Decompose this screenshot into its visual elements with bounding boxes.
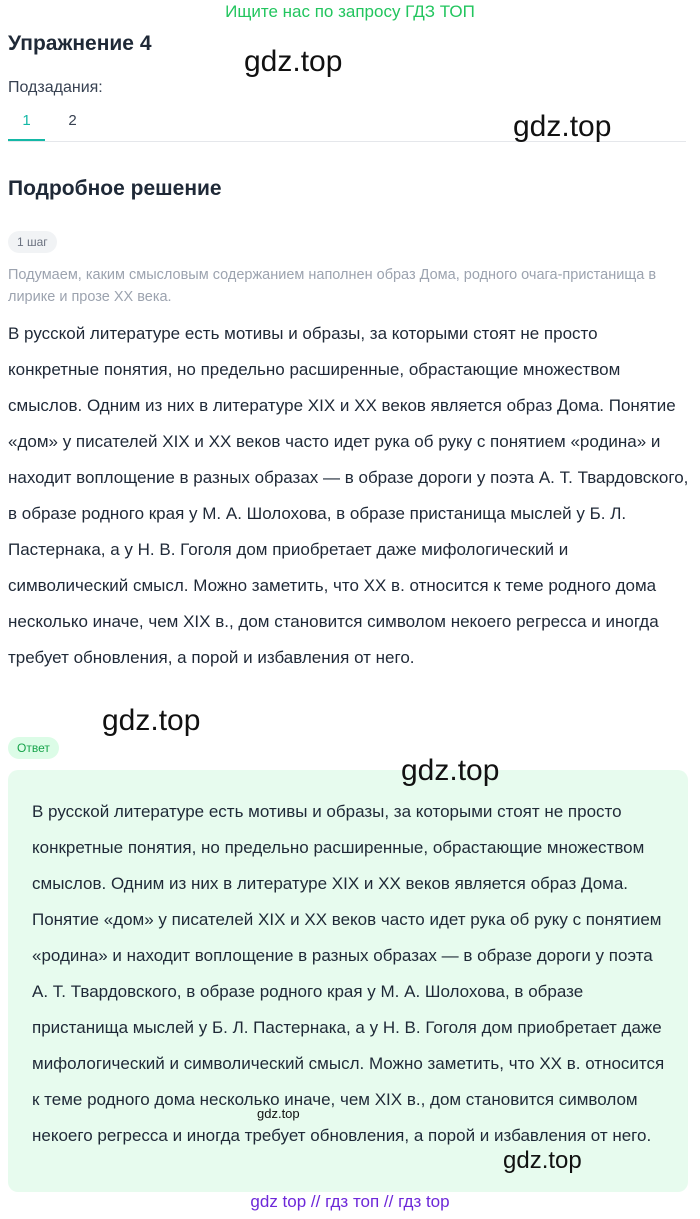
section-title: Подробное решение <box>8 177 222 200</box>
watermark: gdz.top <box>513 110 612 143</box>
page-title: Упражнение 4 <box>8 32 152 55</box>
search-banner: Ищите нас по запросу ГДЗ ТОП <box>225 2 475 21</box>
answer-badge: Ответ <box>8 737 59 759</box>
watermark: gdz.top <box>102 704 201 737</box>
watermark: gdz.top <box>257 1106 300 1121</box>
footer-text: gdz top // гдз топ // гдз top <box>250 1192 450 1211</box>
tab-subtask-2[interactable]: 2 <box>68 112 77 129</box>
answer-text: В русской литературе есть мотивы и образы, за которыми стоят не просто конкретные понятия, но предельно расширенные, обрастающие множеством смыслов. Одним из них в литературе XIX и XX веков является образ Дома. Понятие «дом» у писателей XIX и XX веков часто идет рука об руку с понятием «родина» и находит воплощение в разных образах — в образе дороги у поэта А. Т. Твардовского, в образе родного края у М. А. Шолохова, в образе пристанища мыслей у Б. Л. Пастернака, а у Н. В. Гоголя дом приобретает даже мифологический и символический смысл. Можно заметить, что XX в. относится к теме родного дома несколько иначе, чем XIX в., дом становится символом некоего регресса и иногда требует обновления, а порой и избавления от него. <box>32 802 665 1145</box>
step-hint: Подумаем, каким смысловым содержанием наполнен образ Дома, родного очага-пристанища в лирике и прозе XX века. <box>8 267 657 305</box>
solution-text: В русской литературе есть мотивы и образы, за которыми стоят не просто конкретные понятия, но предельно расширенные, обрастающие множеством смыслов. Одним из них в литературе XIX и XX веков является образ Дома. Понятие «дом» у писателей XIX и XX веков часто идет рука об руку с понятием «родина» и находит воплощение в разных образах — в образе дороги у поэта А. Т. Твардовского, в образе родного края у М. А. Шолохова, в образе пристанища мыслей у Б. Л. Пастернака, а у Н. В. Гоголя дом приобретает даже мифологический и символический смысл. Можно заметить, что XX в. относится к теме родного дома несколько иначе, чем XIX в., дом становится символом некоего регресса и иногда требует обновления, а порой и избавления от него. <box>8 324 689 667</box>
tab-subtask-1[interactable]: 1 <box>8 104 45 141</box>
subtasks-label: Подзадания: <box>8 79 103 96</box>
watermark: gdz.top <box>244 45 343 78</box>
step-badge: 1 шаг <box>8 231 57 253</box>
watermark: gdz.top <box>503 1147 582 1174</box>
answer-box <box>8 770 688 1192</box>
watermark: gdz.top <box>401 754 500 787</box>
